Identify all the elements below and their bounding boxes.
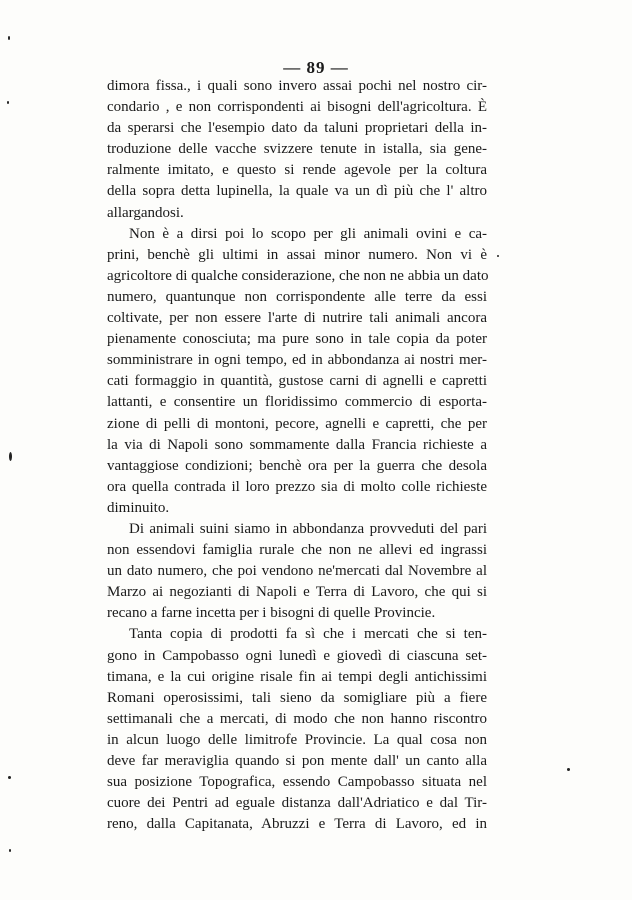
text-line: troduzione delle vacche svizzere tenute in istalla, sia gene-	[107, 141, 487, 158]
text-line: la via di Napoli sono sommamente dalla Francia richieste a	[107, 436, 487, 453]
text-line: non essendovi famiglia rurale che non ne allevi ed ingrassi	[107, 542, 487, 559]
text-line: Di animali suini siamo in abbondanza provveduti del pari	[129, 520, 487, 537]
text-line: allargandosi.	[107, 204, 184, 221]
text-line: Romani operosissimi, tali sieno da somigliare più a fiere	[107, 689, 487, 706]
text-line: zione di pelli di montoni, pecore, agnelli e capretti, che per	[107, 415, 487, 432]
body-text	[107, 76, 487, 835]
text-line: vantaggiose condizioni; benchè ora per la guerra che desola	[107, 457, 487, 474]
text-line: ora quella contrada il loro prezzo sia di molto colle richieste	[107, 478, 487, 495]
text-line: timana, e la cui origine risale fin ai tempi degli antichissimi	[107, 668, 487, 685]
text-line: condario , e non corrispondenti ai bisogni dell'agricoltura. È	[107, 99, 487, 116]
text-line: recano a farne incetta per i bisogni di quelle Provincie.	[107, 605, 436, 622]
text-line: Non è a dirsi poi lo scopo per gli animali ovini e ca-	[129, 225, 487, 242]
text-line: ralmente imitato, e questo si rende agevole per la coltura	[107, 162, 487, 179]
text-line: coltivate, per non essere l'arte di nutrire tali animali ancora	[107, 310, 487, 327]
text-line: un dato numero, che poi vendono ne'mercati dal Novembre al	[107, 563, 487, 580]
text-line: settimanali che a mercati, di modo che non hanno riscontro	[107, 710, 487, 727]
margin-speck	[7, 101, 9, 104]
text-line: diminuito.	[107, 499, 170, 516]
margin-speck	[8, 36, 10, 40]
text-line: da sperarsi che l'esempio dato da taluni proprietari della in-	[107, 120, 487, 137]
text-line: dimora fissa., i quali sono invero assai pochi nel nostro cir-	[107, 78, 487, 94]
text-line: numero, quantunque non corrispondente alle terre da essi	[107, 288, 487, 305]
margin-speck	[8, 776, 11, 779]
text-line: sua posizione Topografica, essendo Campobasso situata nel	[107, 774, 487, 791]
text-line: deve far meraviglia quando si pon mente dall' un canto alla	[107, 753, 487, 769]
text-line: della sopra detta lupinella, la quale va un dì più che l' altro	[107, 183, 487, 200]
text-line: cati formaggio in quantità, gustose carni di agnelli e capretti	[107, 373, 487, 390]
margin-speck	[9, 452, 12, 461]
text-line: pienamente conosciuta; ma pure sono in tale copia da poter	[107, 331, 487, 348]
margin-speck	[9, 849, 11, 852]
text-line: Tanta copia di prodotti fa sì che i mercati che si ten-	[129, 626, 487, 643]
text-line: somministrare in ogni tempo, ed in abbondanza ai nostri mer-	[107, 352, 487, 369]
margin-speck	[497, 255, 499, 257]
text-line: prini, benchè gli ultimi in assai minor numero. Non vi è	[107, 246, 487, 263]
text-line: reno, dalla Capitanata, Abruzzi e Terra di Lavoro, ed in	[107, 816, 487, 833]
margin-speck	[567, 768, 570, 771]
page-number: — 89 —	[283, 58, 349, 77]
text-line: gono in Campobasso ogni lunedì e giovedì di ciascuna set-	[107, 647, 487, 664]
text-line: agricoltore di qualche considerazione, che non ne abbia un dato	[107, 267, 489, 284]
text-line: cuore dei Pentri ad eguale distanza dall'Adriatico e dal Tir-	[107, 795, 487, 812]
text-line: Marzo ai negozianti di Napoli e Terra di Lavoro, che qui si	[107, 584, 487, 601]
text-line: in alcun luogo delle limitrofe Provincie. La qual cosa non	[107, 731, 487, 748]
text-line: lattanti, e consentire un floridissimo commercio di esporta-	[107, 394, 487, 411]
